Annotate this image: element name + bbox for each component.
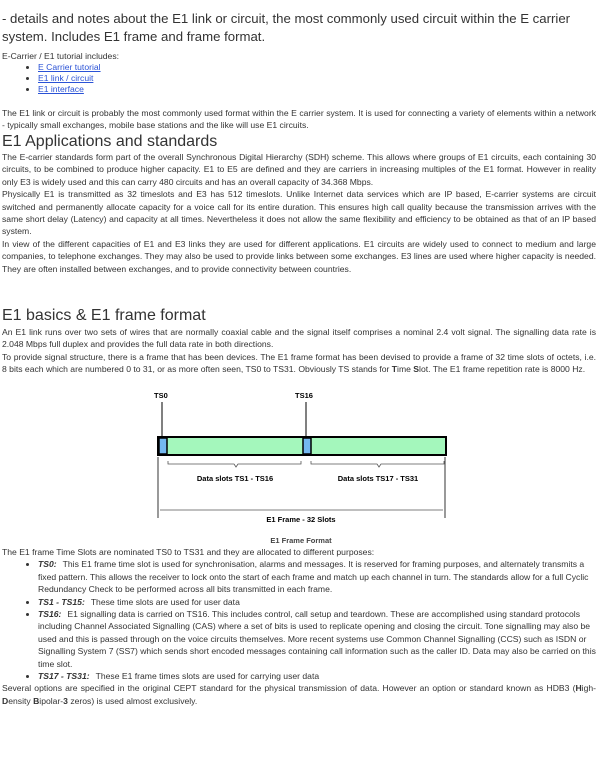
bullet-label: TS17 - TS31: [38,671,90,682]
tutorial-links [2,62,596,95]
text: H [575,683,582,694]
e1-frame-diagram [140,385,490,545]
ts0-slot [159,438,167,454]
bullet-text: This E1 frame time slot is used for synchronisation, alarms and messages. It is reserved for framing purposes, and alternately transmits a fixed pattern. This allows the receiver to lock onto the start of each frame and match up each channel in turn. The standards allow for a full Cyclic Redundancy Check to be performed across all bits transmitted in each frame. [38,559,589,595]
ts16-slot [303,438,311,454]
label-ts0: TS0 [154,391,168,400]
text: Several options are specified in the original CEPT standard for the physical transmission of data. However an option or standard known as HDB3 ( [2,683,576,694]
bullet-label: TS1 - TS15: [38,596,85,607]
list-item [38,596,596,608]
label-slots-17-31: Data slots TS17 - TS31 [337,474,419,483]
text: To provide signal structure, there is a frame that has been devices. The E1 frame format has been devised to provide a frame of 32 time slots of octets, i.e. 8 bits each which are numbered 0 to 31, or as more often seen, TS0 to TS31. Obviously TS stands for [2,351,596,375]
link-e-carrier-tutorial[interactable]: E Carrier tutorial [38,62,101,72]
list-item [38,84,596,95]
text: 3 [63,695,68,706]
intro-text: - details and notes about the E1 link or circuit, the most commonly used circuit within the E carrier system. Includes E1 frame and frame format. [2,11,571,44]
section2-continued [2,546,596,707]
brace-left [168,461,301,467]
paragraph: Physically E1 is transmitted as 32 timeslots and E3 has 512 timeslots. Unlike Internet data services which are IP based, E-carrier systems are circuit switched and permanently allocate capacity for a voice call for its entire duration. This ensures high call quality because the transmission arrives with the same short delay (Latency) and capacity at all times. Nevertheless it does not allow the same flexibility and efficiency to be obtained as that of an IP based system. [2,189,596,237]
section-title-applications: E1 Applications and standards [2,133,218,150]
paragraph: An E1 link runs over two sets of wires that are normally coaxial cable and the signal itself comprises a nominal 2.4 volt signal. The signalling data rate is 2.048 Mbps full duplex and provides the full data rate in both directions. [2,327,596,350]
list-item [38,558,596,595]
paragraph [2,682,596,707]
paragraph: In view of the different capacities of E1 and E3 links they are used for different applications. E1 circuits are widely used to connect to medium and large companies, to telephone exchanges. They may also be used to provide links between some exchanges. E3 lines are used where higher capacity is needed. They are often installed between exchanges, and to provide connectivity between countries. [2,238,596,274]
link-e1-circuit[interactable]: E1 link / circuit [38,73,94,83]
section2-body [2,326,596,376]
paragraph: The E1 frame Time Slots are nominated TS0 to TS31 and they are allocated to different purposes: [2,547,375,557]
list-item [38,62,596,73]
text: D [2,695,9,706]
text: zeros) is used almost exclusively. [67,695,198,706]
frame-bar [158,437,446,455]
bullet-text: E1 signalling data is carried on TS16. This includes control, call setup and teardown. These are accomplished using standard protocols including Channel Associated Signalling (CAS) where a set of bits is used to replicate opening and closing the circuit. Tone signalling may also be used and this is passed through on the voice circuits themselves. More recent systems use Common Channel Signalling (CCS) such as ISDN or Signalling System 7 (SS7) which sends short encoded messages containing call information such as the caller ID. Data may also be carried on this time slot. [38,609,596,669]
brace-right [311,461,444,467]
text: T [391,364,398,375]
bullet-text: These E1 frame times slots are used for carrying user data [95,671,320,682]
diagram-caption: E1 Frame Format [270,536,332,545]
label-frame-32-slots: E1 Frame - 32 Slots [266,515,336,524]
text: lot. The E1 frame repetition rate is 8000 Hz. [419,364,586,375]
link-e1-interface[interactable]: E1 interface [38,84,84,94]
bullet-label: TS16: [38,609,62,620]
label-slots-1-16: Data slots TS1 - TS16 [196,474,274,483]
text: ensity [8,695,34,706]
text: igh- [581,683,596,694]
text: ipolar- [39,695,64,706]
section-title-basics: E1 basics & E1 frame format [2,307,206,324]
list-item [38,670,596,682]
text: S [413,364,420,375]
timeslot-list [2,558,596,682]
tutorial-box [2,50,596,95]
list-item [38,608,596,670]
tutorial-heading: E-Carrier / E1 tutorial includes: [2,51,120,61]
paragraph [2,351,596,376]
section1-body [2,151,596,275]
bullet-label: TS0: [38,559,57,570]
list-item [38,73,596,84]
intro-paragraph: The E1 link or circuit is probably the most commonly used format within the E carrier system. It is used for connecting a variety of elements within a network - typically small exchanges, mobile base stations and the like will use E1 circuits. [2,108,596,131]
text: ime [397,364,414,375]
text: B [33,695,40,706]
paragraph: The E-carrier standards form part of the overall Synchronous Digital Hierarchy (SDH) scheme. This allows where groups of E1 circuits, each containing 30 circuits, to be combined to produce higher capacity. E1 to E5 are defined and they are carriers in increasing multiples of the E1 format. However in reality only E3 is widely used and this can carry 480 circuits and has an overall capacity of 34.368 Mbps. [2,152,596,187]
label-ts16: TS16 [295,391,313,400]
bullet-text: These time slots are used for user data [90,596,240,607]
